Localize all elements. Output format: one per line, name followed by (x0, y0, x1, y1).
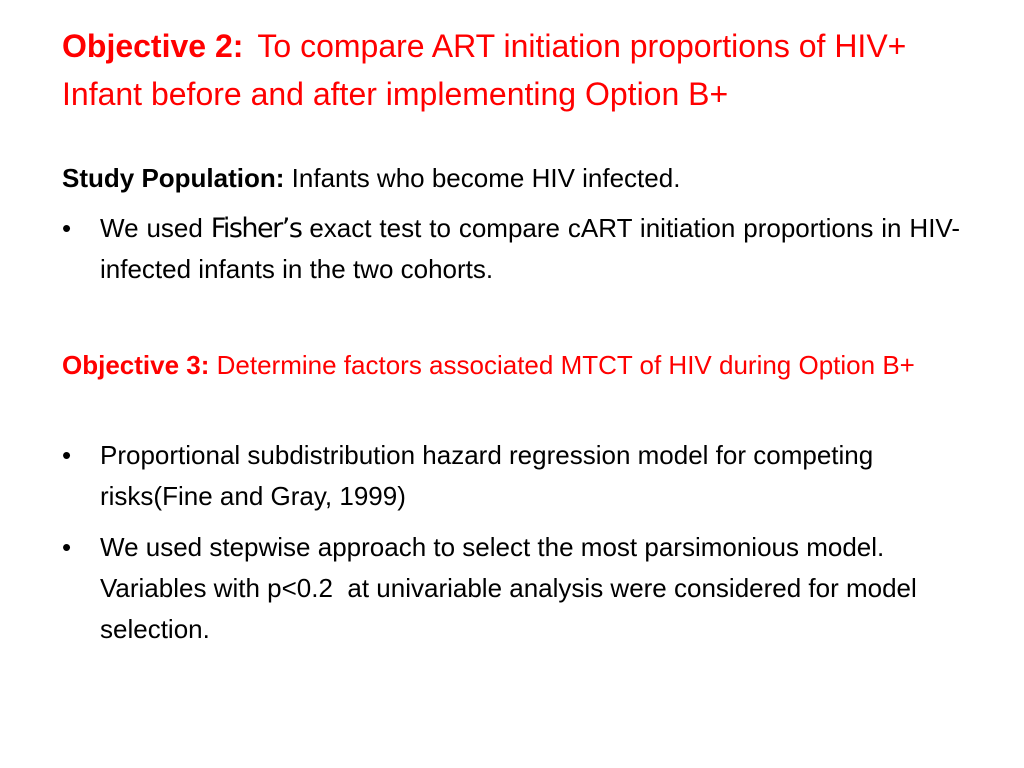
bullet-stepwise-approach (62, 527, 960, 650)
study-population (62, 158, 962, 198)
fisher-word: Fisher’s (210, 213, 302, 244)
objective-2-label: Objective 2: (62, 28, 244, 64)
study-population-label: Study Population: (62, 163, 285, 193)
objective-3-label: Objective 3: (62, 350, 210, 380)
objective-3-heading (62, 345, 942, 386)
bullet-hazard-model (62, 435, 960, 517)
bullet-text (100, 208, 960, 290)
study-population-text: Infants who become HIV infected. (291, 163, 681, 193)
bullet-point-icon: • (62, 532, 72, 562)
bullet-text-before: We used (100, 213, 203, 243)
bullet-text: We used stepwise approach to select the most parsimonious model. Variables with p<0.2 at univariable analysis were considered for model selection. (100, 532, 925, 644)
bullet-text-after: exact test to compare cART initiation proportions in HIV-infected infants in the two cohorts. (100, 213, 960, 284)
bullet-point-icon: • (62, 213, 72, 243)
bullet-fisher-test (62, 208, 960, 290)
bullet-text: Proportional subdistribution hazard regression model for competing risks(Fine and Gray, 1999) (100, 440, 874, 511)
objective-2-text: To compare ART initiation proportions of HIV+ Infant before and after implementing Option B+ (62, 28, 907, 112)
objective-2-heading (62, 22, 962, 118)
bullet-point-icon: • (62, 440, 72, 470)
objective-3-text: Determine factors associated MTCT of HIV during Option B+ (216, 350, 915, 380)
